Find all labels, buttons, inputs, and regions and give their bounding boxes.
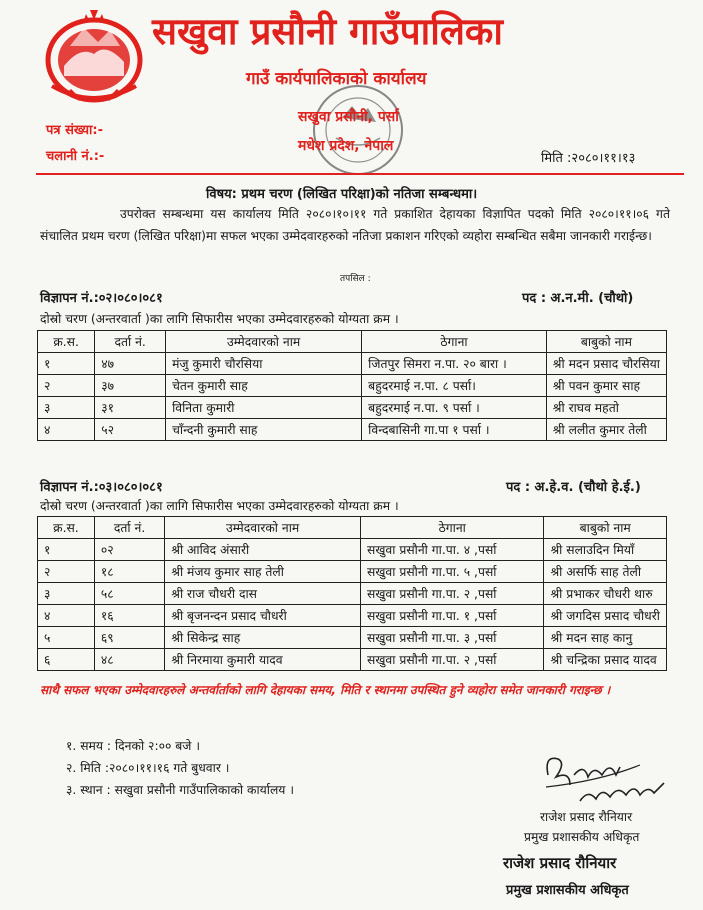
letter-number-label: पत्र संख्या:- [46, 123, 103, 138]
row-address: सखुवा प्रसौनी गा.पा. ५ ,पर्सा [361, 561, 544, 583]
row-reg-no: ०२ [94, 539, 164, 561]
signatory-name: राजेश प्रसाद रौनियार [503, 854, 617, 872]
row-name: विनिता कुमारी [166, 397, 362, 419]
row-father: श्री असर्फि साह तेली [544, 561, 667, 583]
schedule-place: ३. स्थान : सखुवा प्रसौनी गाउँपालिकाको कार्यालय । [66, 783, 294, 797]
row-father: श्री प्रभाकर चौधरी थारु [544, 583, 667, 605]
office-subtitle: गाउँ कार्यपालिकाको कार्यालय [246, 69, 427, 89]
row-address: बहुदरमाई न.पा. ८ पर्सा। [362, 375, 547, 397]
closing-note: साथै सफल भएका उम्मेदवारहरुले अन्तर्वार्ताको लागि देहायका समय, मिति र स्थानमा उपस्थित हुने व्यहोरा समेत जानकारी गराइन्छ । [40, 683, 611, 697]
row-father: श्री सलाउदिन मियाँ [544, 539, 667, 561]
section2-table [37, 516, 667, 671]
handwritten-signature [540, 745, 670, 815]
section2-post: पद : अ.हे.व. (चौथो हे.ई.) [506, 480, 641, 495]
header-cell: बाबुको नाम [546, 331, 666, 353]
row-serial: ४ [38, 605, 95, 627]
header-cell: बाबुको नाम [544, 517, 667, 539]
header-cell: क्र.स. [38, 331, 95, 353]
table-header-row [38, 331, 667, 353]
row-reg-no: १८ [94, 561, 164, 583]
row-serial: ६ [38, 649, 95, 671]
table-row [38, 397, 667, 419]
row-reg-no: ५२ [95, 419, 166, 441]
header-cell: क्र.स. [38, 517, 95, 539]
row-father: श्री चन्द्रिका प्रसाद यादव [544, 649, 667, 671]
signatory-name-small: राजेश प्रसाद रौनियार [540, 810, 633, 824]
row-name: श्री सिकेन्द्र साह [165, 627, 361, 649]
row-serial: ५ [38, 627, 95, 649]
row-address: सखुवा प्रसौनी गा.पा. २ ,पर्सा [361, 649, 544, 671]
row-reg-no: ३१ [95, 397, 166, 419]
row-address: सखुवा प्रसौनी गा.पा. २ ,पर्सा [361, 583, 544, 605]
section1-vigyapan: विज्ञापन नं.:०२।०८०।०८१ [40, 291, 163, 306]
nepal-emblem-icon [40, 6, 148, 106]
schedule-heading: तपसिल : [340, 274, 371, 284]
table-row [38, 561, 667, 583]
table-row [38, 605, 667, 627]
table-row [38, 353, 667, 375]
row-name: श्री मंजय कुमार साह तेली [165, 561, 361, 583]
row-name: श्री आविद अंसारी [165, 539, 361, 561]
subject-line: विषय: प्रथम चरण (लिखित परिक्षा)को नतिजा सम्बन्धमा। [206, 187, 478, 202]
section1-table [37, 330, 667, 441]
row-reg-no: ४८ [94, 649, 164, 671]
row-serial: ३ [38, 583, 95, 605]
row-name: श्री राज चौधरी दास [165, 583, 361, 605]
row-address: जितपुर सिमरा न.पा. २० बारा । [362, 353, 547, 375]
office-seal-stamp [298, 78, 418, 182]
schedule-date: २. मिति :२०८०।११।१६ गते बुधवार । [66, 761, 230, 775]
row-serial: २ [38, 375, 95, 397]
header-cell: ठेगाना [362, 331, 547, 353]
row-address: सखुवा प्रसौनी गा.पा. ३ ,पर्सा [361, 627, 544, 649]
header-cell: उम्मेदवारको नाम [165, 517, 361, 539]
row-father: श्री राघव महतो [546, 397, 666, 419]
table-row [38, 649, 667, 671]
header-cell: दर्ता नं. [95, 331, 166, 353]
row-serial: ४ [38, 419, 95, 441]
table-row [38, 419, 667, 441]
row-reg-no: ५८ [94, 583, 164, 605]
table-row [38, 539, 667, 561]
body-paragraph: उपरोक्त सम्बन्धमा यस कार्यालय मिति २०८०।१०।११ गते प्रकाशित देहायका विज्ञापित पदको मिति २०८०।११।०६ गते संचालित प्रथम चरण (लिखित परिक्षा)मा सफल भएका उम्मेदवारहरुको नतिजा प्रकाशन गरिएको व्यहोरा सम्बन्धित सबैमा जानकारी गराईन्छ। [40, 207, 670, 243]
dispatch-number-label: चलानी नं.:- [46, 149, 105, 164]
table-row [38, 583, 667, 605]
row-father: श्री पवन कुमार साह [546, 375, 666, 397]
header-cell: दर्ता नं. [94, 517, 164, 539]
address-line-1: सखुवा प्रसौनी, पर्सा [298, 109, 399, 125]
row-name: श्री निरमाया कुमारी यादव [165, 649, 361, 671]
row-name: मंजु कुमारी चौरसिया [166, 353, 362, 375]
row-father: श्री मदन प्रसाद चौरसिया [546, 353, 666, 375]
header-cell: ठेगाना [361, 517, 544, 539]
row-serial: १ [38, 353, 95, 375]
row-name: श्री बृजनन्दन प्रसाद चौधरी [165, 605, 361, 627]
letter-date: मिति :२०८०।११।१३ [541, 151, 636, 166]
signatory-designation-small: प्रमुख प्रशासकीय अधिकृत [524, 830, 640, 844]
table-header-row [38, 517, 667, 539]
row-serial: १ [38, 539, 95, 561]
row-reg-no: ४७ [95, 353, 166, 375]
row-name: चाँन्दनी कुमारी साह [166, 419, 362, 441]
row-father: श्री मदन साह कानु [544, 627, 667, 649]
table-row [38, 627, 667, 649]
section2-vigyapan: विज्ञापन नं.:०३।०८०।०८१ [40, 480, 163, 495]
row-address: सखुवा प्रसौनी गा.पा. १ ,पर्सा [361, 605, 544, 627]
address-line-2: मधेश प्रदेश, नेपाल [298, 138, 394, 154]
header-cell: उम्मेदवारको नाम [166, 331, 362, 353]
section1-post: पद : अ.न.मी. (चौथो) [522, 291, 634, 306]
row-name: चेतन कुमारी साह [166, 375, 362, 397]
row-serial: २ [38, 561, 95, 583]
table-row [38, 375, 667, 397]
row-address: बहुदरमाई न.पा. ९ पर्सा । [362, 397, 547, 419]
section2-note: दोस्रो चरण (अन्तरवार्ता )का लागि सिफारीस भएका उम्मेदवारहरुको योग्यता क्रम । [40, 499, 399, 513]
row-address: सखुवा प्रसौनी गा.पा. ४ ,पर्सा [361, 539, 544, 561]
row-father: श्री ललीत कुमार तेली [546, 419, 666, 441]
row-father: श्री जगदिस प्रसाद चौधरी [544, 605, 667, 627]
row-address: विन्दबासिनी गा.पा १ पर्सा । [362, 419, 547, 441]
section1-note: दोस्रो चरण (अन्तरवार्ता )का लागि सिफारीस भएका उम्मेदवारहरुको योग्यता क्रम । [40, 312, 399, 326]
schedule-time: १. समय : दिनको २:०० बजे । [66, 739, 200, 753]
signatory-designation: प्रमुख प्रशासकीय अधिकृत [506, 883, 629, 898]
row-serial: ३ [38, 397, 95, 419]
row-reg-no: १६ [94, 605, 164, 627]
office-name: सखुवा प्रसौनी गाउँपालिका [152, 10, 503, 53]
header-divider [36, 173, 684, 175]
row-reg-no: ३७ [95, 375, 166, 397]
row-reg-no: ६९ [94, 627, 164, 649]
